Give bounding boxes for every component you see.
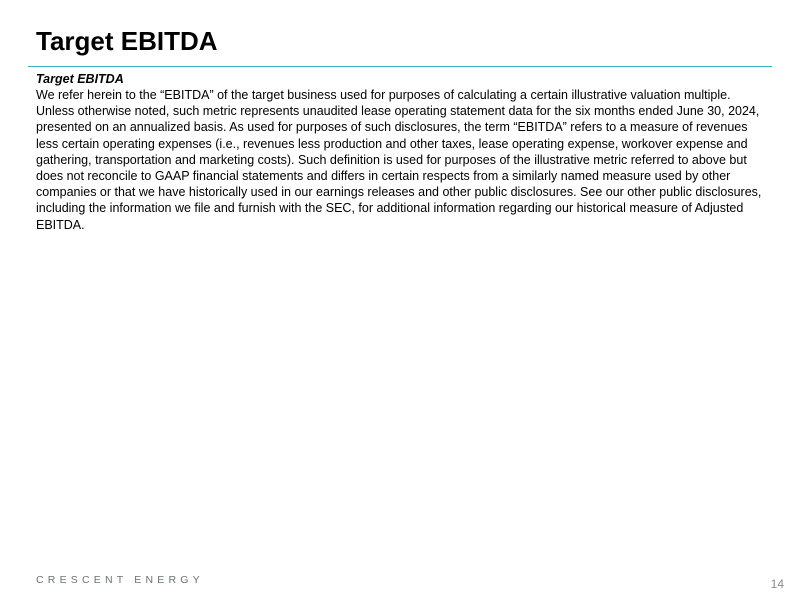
- footer-brand-logo: CRESCENT ENERGY: [36, 574, 204, 586]
- section-subheading: Target EBITDA: [36, 72, 124, 86]
- body-paragraph: We refer herein to the “EBITDA” of the target business used for purposes of calculating a certain illustrative valuation multiple. Unless otherwise noted, such metric represents unaudited lease operating statement data for the six months ended June 30, 2024, presented on an annualized basis. As used for purposes of such disclosures, the term “EBITDA” refers to a measure of revenues less certain operating expenses (i.e., revenues less production and other taxes, lease operating expense, workover expense and gathering, transportation and marketing costs). Such definition is used for purposes of the illustrative metric referred to above but does not reconcile to GAAP financial statements and differs in certain respects from a similarly named measure used by other companies or that we have historically used in our earnings releases and other public disclosures. See our other public disclosures, including the information we file and furnish with the SEC, for additional information regarding our historical measure of Adjusted EBITDA.: [36, 88, 762, 232]
- page-title: Target EBITDA: [36, 26, 218, 56]
- content-section: [36, 71, 770, 233]
- title-divider: [28, 66, 772, 67]
- page-number: 14: [770, 577, 784, 591]
